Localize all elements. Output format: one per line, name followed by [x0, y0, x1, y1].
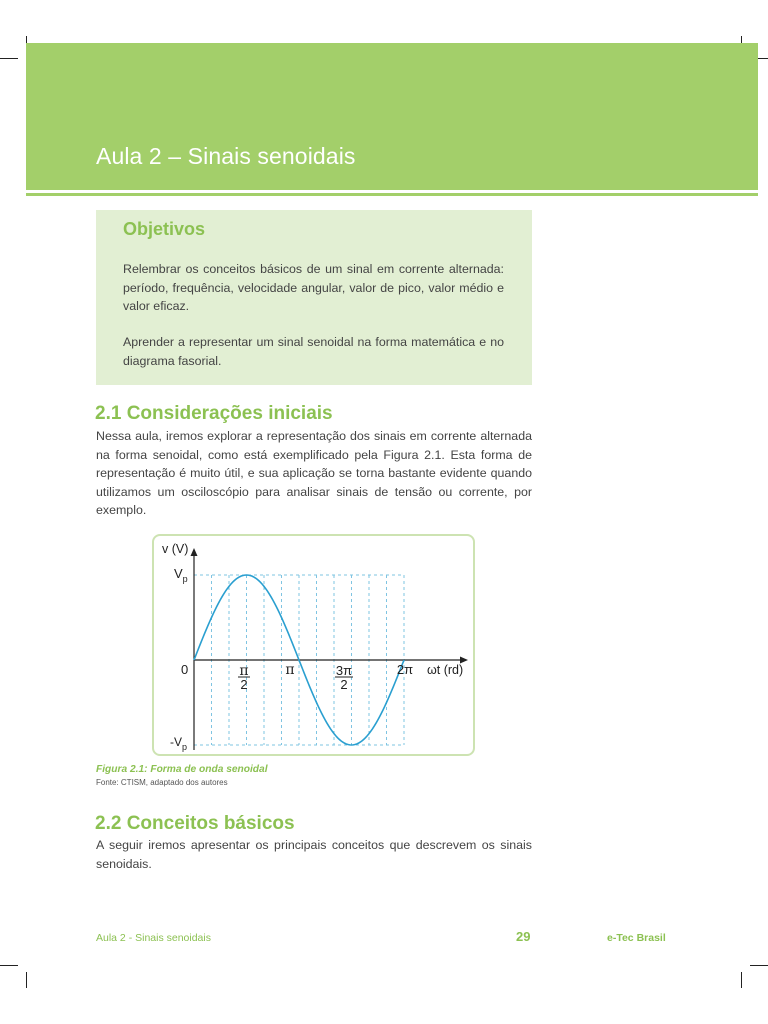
y-axis-arrow [191, 548, 198, 556]
tick-pi-half-den: 2 [240, 677, 248, 692]
neg-vp-label: $-V_p$ [170, 735, 188, 752]
chapter-title: Aula 2 – Sinais senoidais [96, 143, 356, 169]
footer-brand: e-Tec Brasil [607, 932, 666, 944]
vp-label: $V_p$ [174, 566, 188, 584]
tick-two-pi: 2π [396, 662, 414, 677]
footer-page-number: 29 [516, 929, 531, 944]
crop-mark [741, 972, 742, 988]
section-2-2-text: A seguir iremos apresentar os principais conceitos que descrevem os sinais senoidais. [96, 838, 532, 871]
section-title-2-1: 2.1 Considerações iniciais [95, 403, 333, 424]
figure-sine-wave [152, 534, 475, 756]
footer-chapter: Aula 2 - Sinais senoidais [96, 932, 211, 944]
crop-mark [750, 965, 768, 966]
sine-wave-chart [154, 536, 477, 758]
x-axis-label: ωt (rd) [427, 663, 464, 677]
tick-three-pi-half-num: 3π [335, 663, 353, 678]
y-axis-label: v (V) [162, 542, 189, 556]
figure-caption: Figura 2.1: Forma de onda senoidal [96, 764, 268, 775]
objectives-paragraph-2: Aprender a representar um sinal senoidal na forma matemática e no diagrama fasorial. [123, 335, 504, 368]
tick-pi: π [285, 662, 295, 678]
objectives-box [96, 210, 532, 385]
crop-mark [0, 965, 18, 966]
section-title-2-2: 2.2 Conceitos básicos [95, 813, 295, 834]
tick-pi-half-num: π [239, 663, 249, 679]
crop-mark [26, 972, 27, 988]
crop-mark [0, 58, 18, 59]
objectives-paragraph-1: Relembrar os conceitos básicos de um sinal em corrente alternada: período, frequência, velocidade angular, valor de pico, valor médio e valor eficaz. [123, 262, 504, 313]
figure-source: Fonte: CTISM, adaptado dos autores [96, 778, 228, 787]
header-divider [26, 193, 758, 196]
objectives-title: Objetivos [123, 219, 206, 239]
origin-label: 0 [181, 662, 189, 677]
tick-three-pi-half-den: 2 [340, 677, 348, 692]
section-2-1-text: Nessa aula, iremos explorar a representação dos sinais em corrente alternada na forma senoidal, como está exemplificado pela Figura 2.1. Esta forma de representação é muito útil, e sua aplicação se torna bastante evidente quando utilizamos um osciloscópio para analisar sinais de tensão ou corrente, por exemplo. [96, 429, 532, 517]
